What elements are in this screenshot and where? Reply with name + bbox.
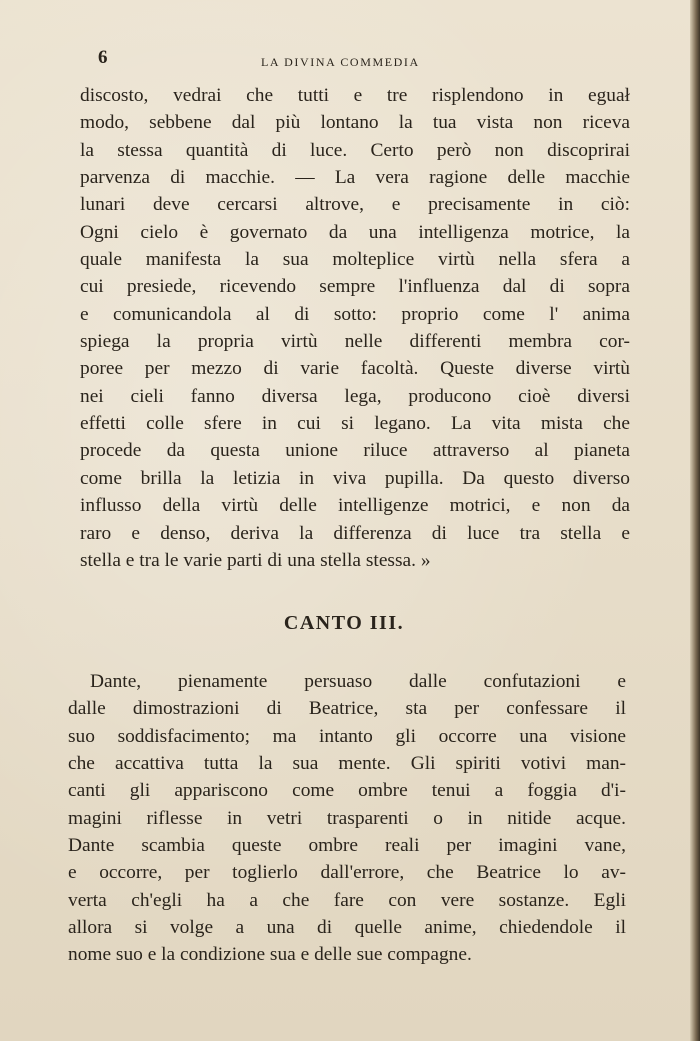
text-line: e comunicandola al di sotto: proprio come l' anima: [80, 303, 630, 325]
text-line: parvenza di macchie. — La vera ragione delle macchie: [80, 167, 630, 189]
text-line: allora si volge a una di quelle anime, chiedendole il: [68, 917, 626, 939]
book-spine-edge: [690, 0, 700, 1041]
text-line: procede da questa unione riluce attraverso al pianeta: [80, 440, 630, 462]
text-line: che accattiva tutta la sua mente. Gli spiriti votivi man-: [68, 753, 626, 775]
text-line: canti gli appariscono come ombre tenui a foggia d'i-: [68, 780, 626, 802]
text-line: raro e denso, deriva la differenza di luce tra stella e: [80, 522, 630, 544]
text-line: poree per mezzo di varie facoltà. Queste diverse virtù: [80, 358, 630, 380]
text-line: Dante, pienamente persuaso dalle confutazioni e: [90, 671, 626, 692]
paragraph-canto-summary: [68, 668, 626, 969]
text-line: influsso della virtù delle intelligenze motrici, e non da: [80, 495, 630, 517]
text-line: lunari deve cercarsi altrove, e precisamente in ciò:: [80, 194, 630, 216]
paragraph-commentary: [80, 82, 630, 574]
page-number: 6: [98, 47, 108, 68]
text-line: effetti colle sfere in cui si legano. La vita mista che: [80, 413, 630, 435]
text-line: nome suo e la condizione sua e delle sue compagne.: [68, 944, 472, 966]
text-line: modo, sebbene dal più lontano la tua vista non riceva: [80, 112, 630, 134]
text-line: la stessa quantità di luce. Certo però non discoprirai: [80, 139, 630, 161]
text-line: dalle dimostrazioni di Beatrice, sta per confessare il: [68, 698, 626, 720]
text-line: nei cieli fanno diversa lega, producono cioè diversi: [80, 385, 630, 407]
text-line: stella e tra le varie parti di una stella stessa. »: [80, 549, 431, 571]
text-line: e occorre, per toglierlo dall'errore, che Beatrice lo av-: [68, 862, 626, 884]
text-line: cui presiede, ricevendo sempre l'influenza dal di sopra: [80, 276, 630, 298]
text-line: Ogni cielo è governato da una intelligenza motrice, la: [80, 221, 630, 243]
text-line: come brilla la letizia in viva pupilla. Da questo diverso: [80, 467, 630, 489]
page-header: [98, 47, 658, 71]
text-line: suo soddisfacimento; ma intanto gli occorre una visione: [68, 725, 626, 747]
text-line: quale manifesta la sua molteplice virtù nella sfera a: [80, 249, 630, 271]
canto-heading: [0, 612, 700, 635]
running-title: LA DIVINA COMMEDIA: [261, 55, 420, 69]
text-line: discosto, vedrai che tutti e tre risplendono in eguał: [80, 85, 630, 106]
text-line: spiega la propria virtù nelle differenti membra cor-: [80, 331, 630, 353]
text-line: verta ch'egli ha a che fare con vere sostanze. Egli: [68, 889, 626, 911]
text-line: Dante scambia queste ombre reali per imagini vane,: [68, 835, 626, 857]
canto-heading-text: CANTO III.: [283, 612, 405, 634]
text-line: magini riflesse in vetri trasparenti o in nitide acque.: [68, 807, 626, 829]
